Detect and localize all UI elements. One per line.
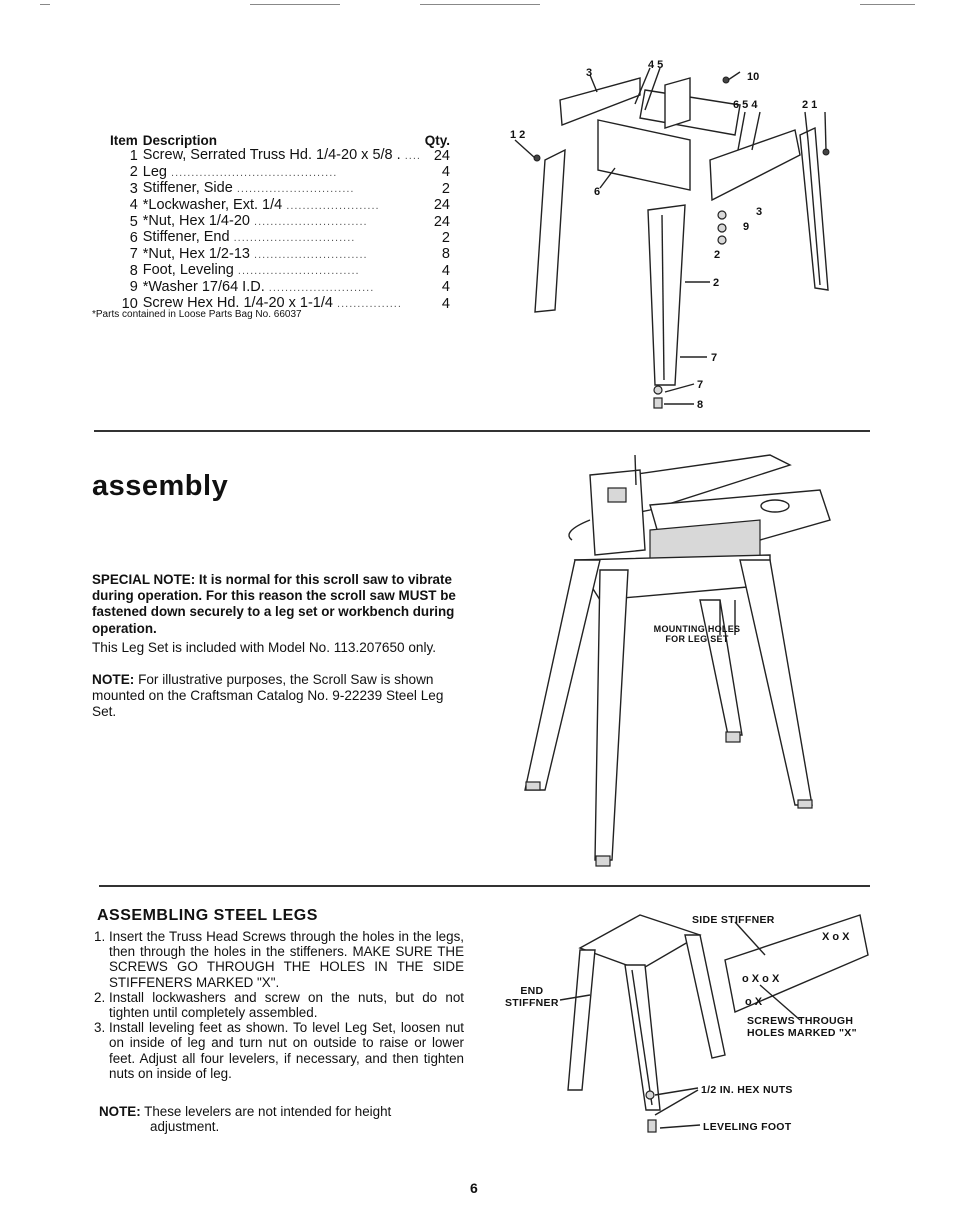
note-label: NOTE: (92, 672, 135, 687)
callout: 7 (711, 352, 718, 364)
part-qty: 24 (433, 147, 450, 164)
leg (525, 560, 600, 790)
part-number: 6 (129, 229, 138, 246)
lockwasher-part (718, 211, 726, 219)
part-qty: 24 (433, 213, 450, 230)
part-description (143, 263, 425, 279)
bracket-part (665, 78, 690, 128)
mounting-holes-line1: MOUNTING HOLES (653, 624, 741, 634)
mounting-holes-line2: FOR LEG SET (665, 634, 729, 644)
part-number: 2 (129, 164, 138, 181)
leader-dots: ............................. (232, 183, 355, 196)
parts-row (110, 214, 450, 230)
steel-legs-title: ASSEMBLING STEEL LEGS (97, 907, 318, 924)
step-number: 2. (94, 989, 106, 1005)
part-description-text: Stiffener, Side (142, 180, 233, 197)
included-text: This Leg Set is included with Model No. 113.207650 only. (92, 640, 437, 655)
leg (568, 950, 595, 1090)
part-number: 9 (129, 279, 138, 296)
levelers-note (99, 1104, 464, 1134)
parts-row (110, 181, 450, 197)
leader-line (515, 140, 535, 158)
step-item (92, 1020, 464, 1081)
part-qty: 4 (441, 279, 450, 296)
leader-dots: ............................ (249, 216, 368, 229)
part-description-text: Leg (142, 163, 167, 180)
power-cord (569, 520, 590, 540)
leg (595, 570, 628, 860)
part-description (143, 148, 425, 164)
scroll-saw-on-leg-set-figure (515, 445, 835, 875)
side-stiffner-label: SIDE STIFFNER (692, 914, 775, 926)
part-description (143, 214, 425, 230)
leveling-foot (596, 856, 610, 866)
leveling-foot-label: LEVELING FOOT (703, 1121, 792, 1133)
assembly-steps (92, 929, 464, 1081)
mounting-holes-label (652, 624, 742, 644)
part-description-text: Stiffener, End (142, 229, 230, 246)
screws-through-label (747, 1015, 857, 1039)
screws-through-line1: SCREWS THROUGH (747, 1015, 854, 1027)
leader-dots: .............................. (233, 265, 360, 278)
hex-nuts-label: 1/2 IN. HEX NUTS (701, 1084, 793, 1096)
special-note: SPECIAL NOTE: It is normal for this scroll saw to vibrate during operation. For this reason the scroll saw MUST be fastened down securely to a leg set or workbench during operation. (92, 572, 456, 636)
top-border (860, 4, 915, 5)
callout: 10 (747, 71, 760, 83)
leader-dots: ......................................... (166, 166, 338, 179)
screws-through-line2: HOLES MARKED "X" (747, 1027, 857, 1039)
stiffner-label: STIFFNER (505, 997, 559, 1009)
part-qty: 8 (441, 246, 450, 263)
leader-dots: .... (400, 150, 421, 163)
leader-dots: ................ (332, 298, 402, 311)
part-number: 4 (129, 197, 138, 214)
leg (685, 935, 725, 1058)
callout: 4 5 (648, 59, 664, 71)
step-text: Install leveling feet as shown. To level Leg Set, loosen nut on inside of leg and turn nut on outside to raise or lower feet. Adjust all four levelers, if necessary, and then tighten nuts on inside of leg. (109, 1020, 464, 1081)
part-number: 3 (129, 180, 138, 197)
part-description-text: *Nut, Hex 1/2-13 (142, 245, 250, 262)
step-number: 3. (94, 1020, 106, 1036)
parts-table (110, 133, 450, 312)
illustration-note (92, 672, 464, 720)
note-continuation: adjustment. (150, 1119, 220, 1135)
leader-dots: ............................ (249, 248, 368, 261)
note-text: These levelers are not intended for height (140, 1104, 392, 1119)
part-description (143, 198, 425, 214)
description-header: Description (142, 133, 218, 148)
parts-footnote: *Parts contained in Loose Parts Bag No. 66037 (92, 309, 302, 320)
step-text: Install lockwashers and screw on the nuts, but do not tighten until completely assembled. (109, 989, 464, 1021)
part-description (143, 247, 425, 263)
step-item (92, 990, 464, 1020)
part-number: 7 (129, 246, 138, 263)
part-description (143, 280, 425, 296)
washer-part (718, 224, 726, 232)
exploded-leg-set-diagram (505, 55, 845, 415)
leveling-foot (526, 782, 540, 790)
leader-dots: .............................. (229, 232, 356, 245)
top-border (40, 4, 50, 5)
x-mark: o X o X (742, 973, 780, 985)
leader-line (738, 112, 745, 150)
step-number: 1. (94, 929, 106, 944)
side-stiffener-part (710, 130, 800, 200)
part-qty: 2 (441, 180, 450, 197)
top-border (250, 4, 340, 5)
section-divider (94, 430, 870, 432)
part-qty: 4 (441, 262, 450, 279)
x-mark: o X (745, 996, 763, 1008)
table-insert (761, 500, 789, 512)
part-qty: 4 (441, 164, 450, 181)
leg-set-top (580, 915, 700, 970)
part-qty: 4 (441, 295, 450, 312)
qty-header: Qty. (424, 133, 450, 148)
callout: 7 (697, 379, 704, 391)
leg-part (648, 205, 685, 385)
note-text: For illustrative purposes, the Scroll Saw is shown mounted on the Craftsman Catalog No. 9-22239 Steel Leg Set. (92, 672, 444, 719)
part-description (143, 181, 425, 197)
callout: 9 (743, 221, 750, 233)
part-description-text: *Nut, Hex 1/4-20 (142, 213, 250, 230)
callout: 6 5 4 (733, 99, 758, 111)
parts-table-header (110, 133, 450, 148)
parts-row (110, 165, 450, 181)
item-header: Item (110, 133, 138, 148)
callout: 8 (697, 399, 704, 411)
leader-line (825, 112, 826, 150)
step-text: Insert the Truss Head Screws through the holes in the legs, then through the holes in the stiffeners. MAKE SURE THE SCREWS GO THROUGH THE HOLES IN THE SIDE STIFFENERS MARKED "X". (109, 929, 464, 990)
part-description-text: Screw Hex Hd. 1/4-20 x 1-1/4 (142, 295, 333, 312)
hex-nut (646, 1091, 654, 1099)
callout: 6 (594, 186, 601, 198)
leveling-foot (726, 732, 740, 742)
leveling-foot (648, 1120, 656, 1132)
callout: 3 (586, 67, 593, 79)
part-qty: 2 (441, 229, 450, 246)
part-description-text: *Lockwasher, Ext. 1/4 (142, 196, 283, 213)
end-stiffener-part (598, 120, 690, 190)
leg (740, 560, 812, 805)
blade (635, 455, 636, 485)
nut-part (718, 236, 726, 244)
callout: 3 (756, 206, 763, 218)
top-border (420, 4, 540, 5)
part-description-text: Screw, Serrated Truss Hd. 1/4-20 x 5/8 . (142, 147, 401, 164)
leveling-foot (798, 800, 812, 808)
part-description (143, 165, 425, 181)
leader-line (735, 922, 765, 955)
part-number: 10 (121, 295, 138, 312)
part-number: 5 (129, 213, 138, 230)
side-stiffener-part (560, 78, 640, 125)
part-qty: 24 (433, 197, 450, 214)
part-description (143, 230, 425, 246)
page-number: 6 (470, 1180, 478, 1196)
leader-line (728, 72, 740, 80)
part-number: 1 (129, 147, 138, 164)
note-label: NOTE: (99, 1104, 141, 1119)
leader-dots: ....................... (282, 199, 380, 212)
parts-row (110, 247, 450, 263)
end-stiffner-label (505, 985, 559, 1009)
part-number: 8 (129, 262, 138, 279)
part-description-text: *Washer 17/64 I.D. (142, 278, 265, 295)
leader-dots: .......................... (264, 281, 375, 294)
parts-list (110, 133, 450, 312)
step-item (92, 929, 464, 990)
hex-nut-part (654, 386, 662, 394)
x-mark: X o X (822, 931, 850, 943)
callout: 2 (714, 249, 721, 261)
callout: 2 1 (802, 99, 818, 111)
saw-head (590, 470, 645, 555)
parts-row (110, 280, 450, 296)
section-divider (99, 885, 870, 887)
callout: 2 (713, 277, 720, 289)
end-label: END (520, 985, 544, 997)
callout: 1 2 (510, 129, 526, 141)
blade-guard (608, 488, 626, 502)
part-description-text: Foot, Leveling (142, 262, 234, 279)
leader-line (660, 1125, 700, 1128)
parts-row (110, 148, 450, 164)
assembly-heading: assembly (92, 470, 229, 502)
parts-row (110, 263, 450, 279)
parts-row (110, 198, 450, 214)
parts-row (110, 230, 450, 246)
leg-part (535, 150, 565, 312)
leveling-foot-part (654, 398, 662, 408)
